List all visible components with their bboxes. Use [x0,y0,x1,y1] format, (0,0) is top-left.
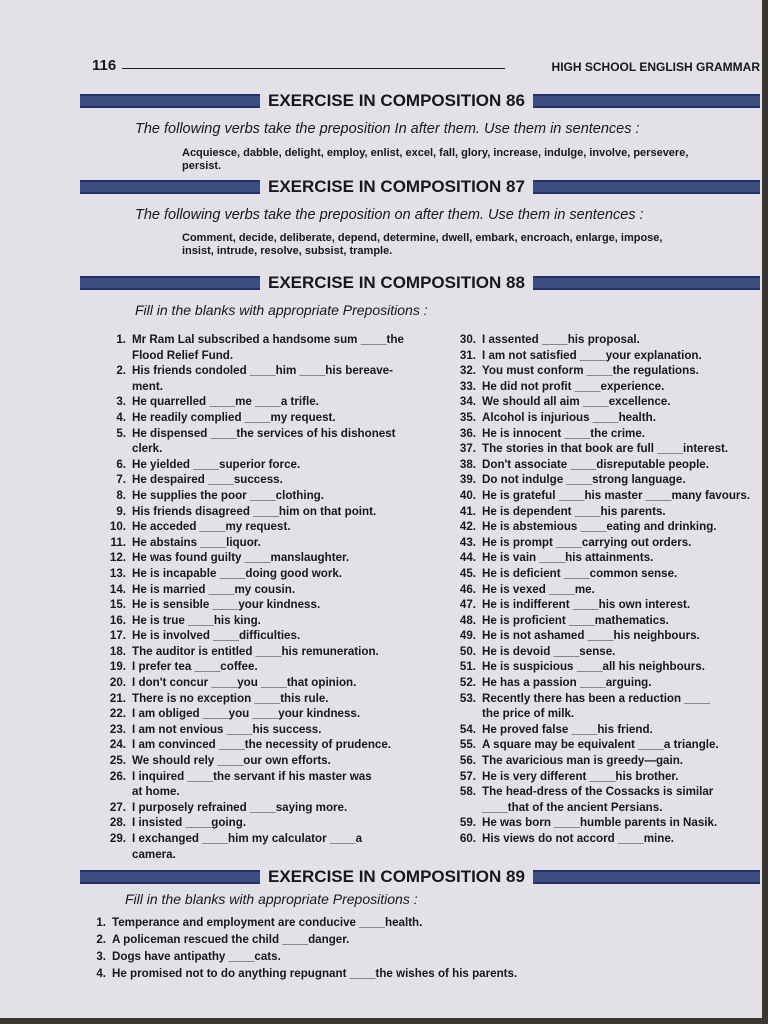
exercise-item [92,769,435,800]
item-line: He is not ashamed ____his neighbours. [482,629,700,643]
exercise-87-title: EXERCISE IN COMPOSITION 87 [268,177,525,196]
exercise-item [92,722,435,738]
exercise-item [92,535,435,551]
item-number: 23. [109,722,126,736]
item-line: I don't concur ____you ____that opinion. [132,676,357,690]
item-text [112,931,586,948]
exercise-item [442,659,760,675]
exercise-item [92,597,435,613]
item-line: You must conform ____the regulations. [482,364,699,378]
item-number: 48. [459,613,476,627]
item-text [482,379,760,395]
item-text [482,753,760,769]
item-number: 30. [459,333,476,346]
item-text [132,753,435,769]
item-text [482,644,760,660]
title-bar-right [533,276,760,290]
exercise-item [92,363,435,394]
item-text [482,504,760,520]
item-number: 45. [459,566,476,580]
item-line: I inquired ____the servant if his master was [132,769,372,783]
item-text [482,628,760,644]
item-number: 31. [459,348,476,362]
item-number: 35. [459,410,476,424]
item-line: He was found guilty ____manslaughter. [132,551,350,565]
item-line: He quarrelled ____me ____a trifle. [132,395,319,409]
exercise-item [442,675,760,691]
exercise-item [92,691,435,707]
item-number: 33. [459,379,476,393]
exercise-89-list [86,914,586,982]
item-number: 20. [109,676,126,690]
item-line: He proved false ____his friend. [482,722,653,736]
item-line: He is vain ____his attainments. [482,551,654,565]
item-line: He is very different ____his brother. [482,769,679,783]
item-text [482,815,760,831]
title-bar-left [80,276,260,290]
item-number: 29. [109,832,126,845]
item-text [482,784,760,815]
item-text [132,426,435,457]
item-text [132,535,435,551]
item-text [482,597,760,613]
item-line: Alcohol is injurious ____health. [482,410,656,424]
exercise-item [86,931,586,948]
exercise-item [442,348,760,364]
exercise-item [442,332,760,348]
item-text [132,472,435,488]
item-text [482,488,760,504]
exercise-item [92,410,435,426]
item-number: 18. [109,644,126,658]
item-line: We should all aim ____excellence. [482,395,671,409]
item-text [132,691,435,707]
item-line: camera. [132,847,176,861]
exercise-item [92,550,435,566]
item-line: A policeman rescued the child ____danger. [112,933,350,946]
item-line: The head-dress of the Cossacks is similar [482,785,714,799]
exercise-item [92,332,435,363]
item-line: He was born ____humble parents in Nasik. [482,816,718,830]
item-number: 41. [459,504,476,518]
item-text [482,363,760,379]
item-text [482,691,760,722]
item-number: 15. [109,598,126,612]
item-line: The auditor is entitled ____his remuneration. [132,644,379,658]
item-text [482,737,760,753]
exercise-item [442,566,760,582]
item-text [132,410,435,426]
item-number: 14. [109,582,126,596]
item-line: I purposely refrained ____saying more. [132,800,348,814]
item-number: 16. [109,613,126,627]
item-text [132,363,435,394]
item-line: He readily complied ____my request. [132,410,336,424]
exercise-item [442,441,760,457]
exercise-item [92,566,435,582]
item-number: 2. [96,933,106,946]
title-bar-right [533,180,760,194]
item-number: 59. [459,816,476,830]
item-text [132,800,435,816]
book-title: HIGH SCHOOL ENGLISH GRAMMAR [551,60,760,74]
item-number: 3. [116,395,126,409]
exercise-item [442,597,760,613]
exercise-item [442,488,760,504]
exercise-item [442,519,760,535]
item-line: I assented ____his proposal. [482,333,640,346]
exercise-89-title: EXERCISE IN COMPOSITION 89 [268,867,525,886]
exercise-item [92,582,435,598]
exercise-item [442,613,760,629]
item-line: He is proficient ____mathematics. [482,613,669,627]
item-line: He acceded ____my request. [132,520,291,534]
verbs-line: persist. [182,160,222,172]
item-number: 57. [459,769,476,783]
item-text [482,426,760,442]
item-text [132,394,435,410]
item-line: He is involved ____difficulties. [132,629,301,643]
exercise-item [442,426,760,442]
item-line: His views do not accord ____mine. [482,832,675,845]
exercise-86-instruction: The following verbs take the preposition In after them. Use them in sentences : [135,121,640,137]
item-line: Dogs have antipathy ____cats. [112,950,281,963]
item-text [482,613,760,629]
header-rule [122,68,505,69]
item-line: Recently there has been a reduction ____ [482,691,711,705]
item-number: 47. [459,598,476,612]
item-line: There is no exception ____this rule. [132,691,329,705]
item-line: He is married ____my cousin. [132,582,296,596]
title-bar-left [80,94,260,108]
item-text [482,535,760,551]
item-line: He supplies the poor ____clothing. [132,488,324,502]
exercise-item [92,737,435,753]
exercise-item [92,659,435,675]
item-text [482,566,760,582]
exercise-86-title: EXERCISE IN COMPOSITION 86 [268,91,525,110]
item-text [482,472,760,488]
exercise-item [92,426,435,457]
item-line: clerk. [132,442,163,456]
item-number: 4. [96,967,106,980]
item-number: 53. [459,691,476,705]
item-text [132,722,435,738]
item-line: I am convinced ____the necessity of prudence. [132,738,392,752]
exercise-item [92,675,435,691]
item-number: 1. [116,333,126,346]
item-line: He is grateful ____his master ____many favours. [482,488,751,502]
item-text [482,659,760,675]
item-number: 3. [96,950,106,963]
item-number: 54. [459,722,476,736]
item-text [132,628,435,644]
exercise-item [92,519,435,535]
verbs-line: insist, intrude, resolve, subsist, trample. [182,245,393,257]
exercise-item [92,800,435,816]
item-number: 56. [459,754,476,768]
verbs-line: Comment, decide, deliberate, depend, determine, dwell, embark, encroach, enlarge, impose, [182,232,663,244]
item-text [482,722,760,738]
item-text [132,519,435,535]
exercise-86-title-bar [80,90,760,112]
item-text [132,706,435,722]
item-line: He is indifferent ____his own interest. [482,598,691,612]
item-text [482,332,760,348]
item-text [132,737,435,753]
exercise-item [442,394,760,410]
item-text [482,441,760,457]
item-line: His friends disagreed ____him on that point. [132,504,377,518]
exercise-88-title-bar [80,272,760,294]
exercise-item [92,613,435,629]
item-text [132,659,435,675]
item-number: 46. [459,582,476,596]
item-line: He dispensed ____the services of his dishonest [132,426,396,440]
exercise-item [92,628,435,644]
item-line: He despaired ____success. [132,473,283,487]
item-number: 13. [109,566,126,580]
item-line: Temperance and employment are conducive ____health. [112,916,423,929]
exercise-item [442,472,760,488]
item-line: He yielded ____superior force. [132,457,301,471]
item-line: He is true ____his king. [132,613,261,627]
item-number: 60. [459,832,476,845]
title-bar-left [80,870,260,884]
exercise-item [92,831,435,862]
page-header [92,57,760,79]
item-text [132,332,435,363]
item-number: 55. [459,738,476,752]
item-number: 49. [459,629,476,643]
item-number: 44. [459,551,476,565]
item-text [132,582,435,598]
exercise-item [442,628,760,644]
exercise-item [442,363,760,379]
exercise-86-verbs [182,147,762,173]
item-number: 12. [109,551,126,565]
exercise-87-title-bar [80,176,760,198]
item-line: Don't associate ____disreputable people. [482,457,709,471]
title-bar-right [533,94,760,108]
title-bar-left [80,180,260,194]
item-text [132,566,435,582]
item-number: 51. [459,660,476,674]
exercise-item [92,753,435,769]
item-text [482,582,760,598]
item-text [112,948,586,965]
item-text [482,348,760,364]
item-number: 17. [109,629,126,643]
exercise-item [442,784,760,815]
exercise-item [92,815,435,831]
item-number: 39. [459,473,476,487]
item-number: 8. [116,488,126,502]
item-number: 42. [459,520,476,534]
exercise-item [442,831,760,847]
exercise-item [442,379,760,395]
item-line: He did not profit ____experience. [482,379,665,393]
exercise-88-instruction: Fill in the blanks with appropriate Prepositions : [135,302,428,318]
item-number: 28. [109,816,126,830]
exercise-item [442,815,760,831]
item-text [482,769,760,785]
item-number: 58. [459,785,476,799]
item-text [132,550,435,566]
item-number: 7. [116,473,126,487]
item-number: 27. [109,800,126,814]
item-number: 32. [459,364,476,378]
verbs-line: Acquiesce, dabble, delight, employ, enlist, excel, fall, glory, increase, indulge, involve, persevere, [182,147,689,159]
item-line: Flood Relief Fund. [132,348,234,362]
item-number: 37. [459,442,476,456]
item-number: 50. [459,644,476,658]
item-number: 9. [116,504,126,518]
item-text [132,597,435,613]
item-line: I am obliged ____you ____your kindness. [132,707,361,721]
exercise-item [442,535,760,551]
item-line: The stories in that book are full ____interest. [482,442,729,456]
exercise-item [442,550,760,566]
item-line: He is dependent ____his parents. [482,504,666,518]
item-line: A square may be equivalent ____a triangle. [482,738,719,752]
item-number: 43. [459,535,476,549]
item-number: 1. [96,916,106,929]
exercise-88-left-column [92,332,435,862]
exercise-item [86,914,586,931]
item-number: 24. [109,738,126,752]
item-number: 11. [110,535,126,549]
item-line: He is sensible ____your kindness. [132,598,321,612]
exercise-item [92,504,435,520]
item-text [112,914,586,931]
item-number: 34. [459,395,476,409]
exercise-item [92,706,435,722]
item-line: He is innocent ____the crime. [482,426,646,440]
item-text [482,831,760,847]
item-text [132,675,435,691]
item-line: The avaricious man is greedy—gain. [482,754,684,768]
item-line: He is deficient ____common sense. [482,566,678,580]
item-line: His friends condoled ____him ____his bereave- [132,364,393,378]
item-text [482,675,760,691]
item-number: 52. [459,676,476,690]
item-line: He is prompt ____carrying out orders. [482,535,692,549]
exercise-88-title: EXERCISE IN COMPOSITION 88 [268,273,525,292]
exercise-item [442,504,760,520]
exercise-item [442,737,760,753]
item-text [482,394,760,410]
item-line: ment. [132,379,163,393]
item-text [482,410,760,426]
item-line: He is abstemious ____eating and drinking. [482,520,717,534]
exercise-item [92,457,435,473]
item-line: He is vexed ____me. [482,582,595,596]
item-number: 36. [459,426,476,440]
item-text [132,504,435,520]
exercise-item [442,769,760,785]
item-line: I am not satisfied ____your explanation. [482,348,702,362]
item-line: at home. [132,785,180,799]
item-number: 21. [109,691,126,705]
exercise-item [86,948,586,965]
item-text [132,815,435,831]
exercise-item [92,488,435,504]
exercise-item [442,753,760,769]
item-number: 2. [116,364,126,378]
item-number: 22. [109,707,126,721]
item-number: 6. [116,457,126,471]
exercise-item [442,691,760,722]
exercise-item [92,472,435,488]
exercise-item [86,965,586,982]
item-line: I prefer tea ____coffee. [132,660,258,674]
item-line: He has a passion ____arguing. [482,676,652,690]
exercise-88-right-column [442,332,760,847]
exercise-89-instruction: Fill in the blanks with appropriate Prepositions : [125,891,418,907]
item-number: 10. [109,520,126,534]
exercise-87-instruction: The following verbs take the preposition on after them. Use them in sentences : [135,207,644,223]
exercise-item [92,644,435,660]
item-text [132,769,435,800]
item-line: He is incapable ____doing good work. [132,566,343,580]
item-number: 40. [459,488,476,502]
item-text [132,831,435,862]
item-line: He is suspicious ____all his neighbours. [482,660,705,674]
exercise-item [442,644,760,660]
item-number: 25. [109,754,126,768]
item-text [132,488,435,504]
exercise-item [442,457,760,473]
item-number: 26. [109,769,126,783]
item-line: ____that of the ancient Persians. [482,800,663,814]
exercise-item [442,722,760,738]
item-text [132,457,435,473]
item-line: Mr Ram Lal subscribed a handsome sum ____the [132,333,404,346]
item-text [132,613,435,629]
exercise-item [442,410,760,426]
item-text [482,519,760,535]
title-bar-right [533,870,760,884]
item-text [112,965,586,982]
item-line: He abstains ____liquor. [132,535,261,549]
item-line: Do not indulge ____strong language. [482,473,686,487]
exercise-89-title-bar [80,866,760,888]
item-line: the price of milk. [482,707,575,721]
item-line: I exchanged ____him my calculator ____a [132,832,363,845]
item-number: 38. [459,457,476,471]
exercise-item [92,394,435,410]
item-text [482,457,760,473]
item-number: 4. [116,410,126,424]
item-line: He promised not to do anything repugnant ____the wishes of his parents. [112,967,518,980]
item-line: I am not envious ____his success. [132,722,322,736]
item-line: We should rely ____our own efforts. [132,754,331,768]
item-line: He is devoid ____sense. [482,644,616,658]
exercise-item [442,582,760,598]
item-number: 5. [116,426,126,440]
exercise-87-verbs [182,232,762,258]
item-number: 19. [109,660,126,674]
item-text [132,644,435,660]
item-text [482,550,760,566]
page-number: 116 [92,57,117,74]
item-line: I insisted ____going. [132,816,247,830]
